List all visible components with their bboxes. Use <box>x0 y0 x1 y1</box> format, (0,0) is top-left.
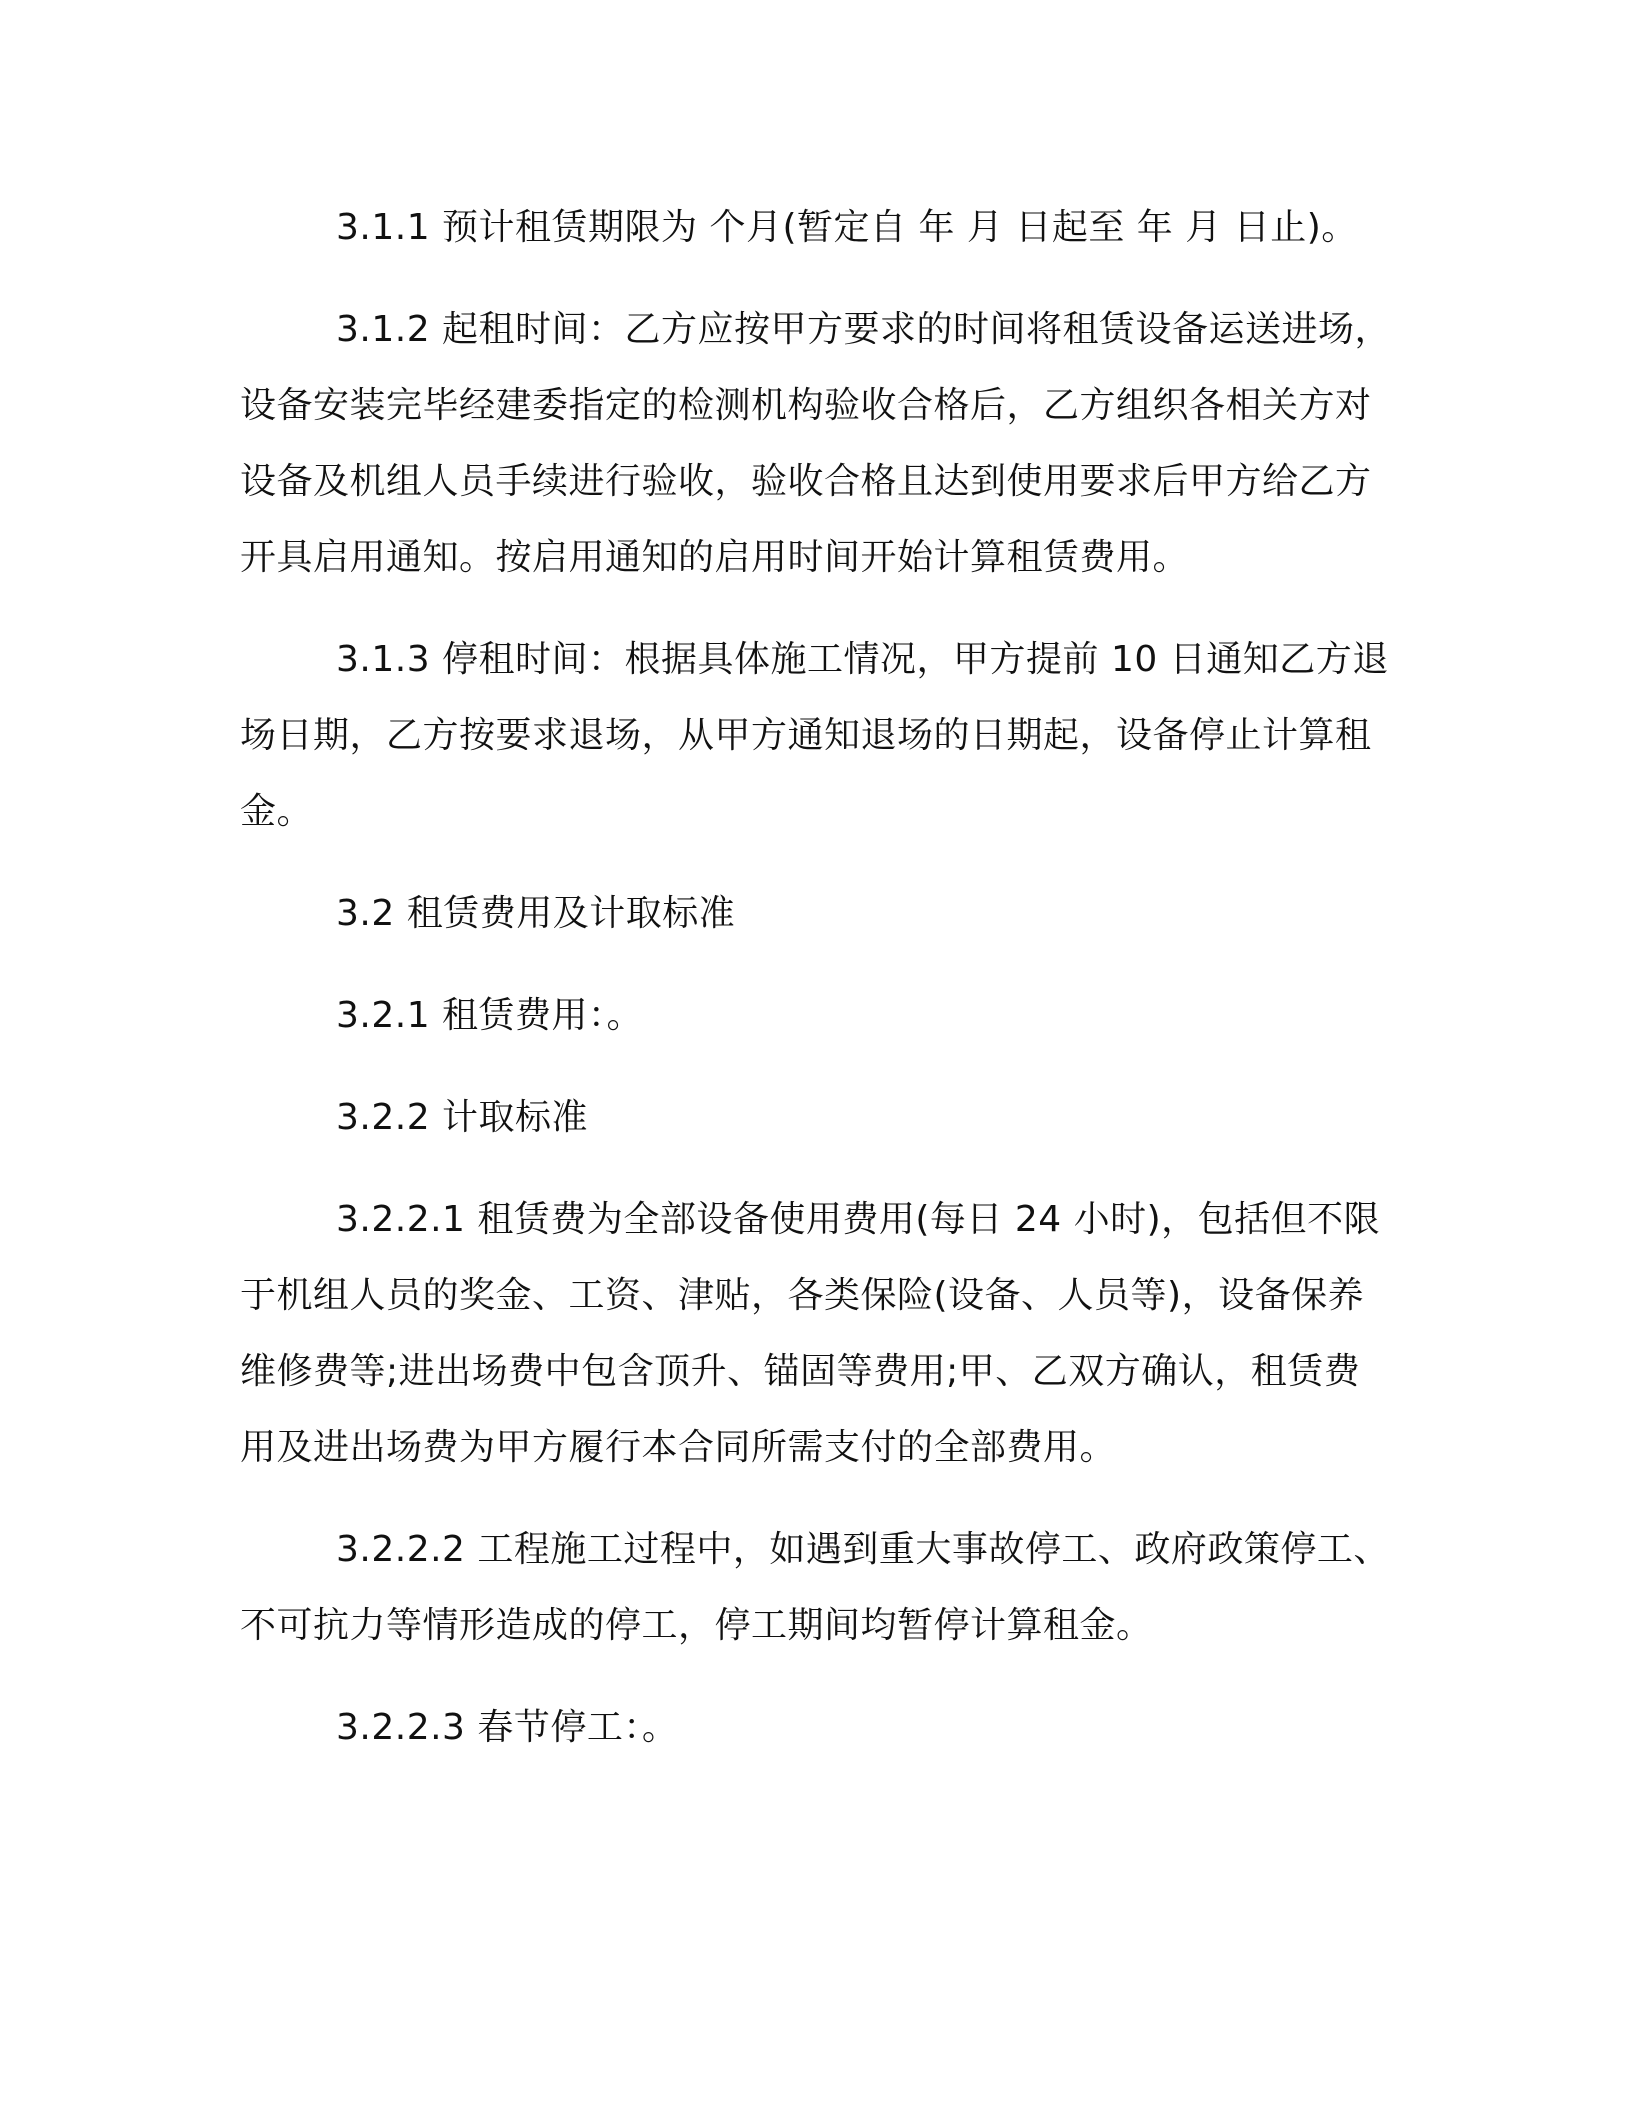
paragraph-3-2-2: 3.2.2 计取标准 <box>336 1097 589 1138</box>
document-body <box>240 190 1392 1792</box>
paragraph-3-2-2-1: 3.2.2.1 租赁费为全部设备使用费用(每日 24 小时)，包括但不限于机组人员的奖金、工资、津贴，各类保险(设备、人员等)，设备保养维修费等;进出场费中包含顶升、锚固等费用;甲、乙双方确认，租赁费用及进出场费为甲方履行本合同所需支付的全部费用。 <box>240 1199 1381 1468</box>
paragraph-3-1-1: 3.1.1 预计租赁期限为 个月(暂定自 年 月 日起至 年 月 日止)。 <box>336 207 1358 248</box>
paragraph-3-1-3: 3.1.3 停租时间：根据具体施工情况，甲方提前 10 日通知乙方退场日期，乙方按要求退场，从甲方通知退场的日期起，设备停止计算租金。 <box>240 639 1389 832</box>
paragraph-3-1-2: 3.1.2 起租时间：乙方应按甲方要求的时间将租赁设备运送进场，设备安装完毕经建委指定的检测机构验收合格后，乙方组织各相关方对设备及机组人员手续进行验收，验收合格且达到使用要求后甲方给乙方开具启用通知。按启用通知的启用时间开始计算租赁费用。 <box>240 309 1392 578</box>
section-heading-3-2: 3.2 租赁费用及计取标准 <box>336 893 736 934</box>
paragraph-3-2-2-3: 3.2.2.3 春节停工：。 <box>336 1707 679 1748</box>
paragraph-3-2-2-2: 3.2.2.2 工程施工过程中，如遇到重大事故停工、政府政策停工、不可抗力等情形造成的停工，停工期间均暂停计算租金。 <box>240 1529 1390 1646</box>
paragraph-3-2-1: 3.2.1 租赁费用：。 <box>336 995 644 1036</box>
